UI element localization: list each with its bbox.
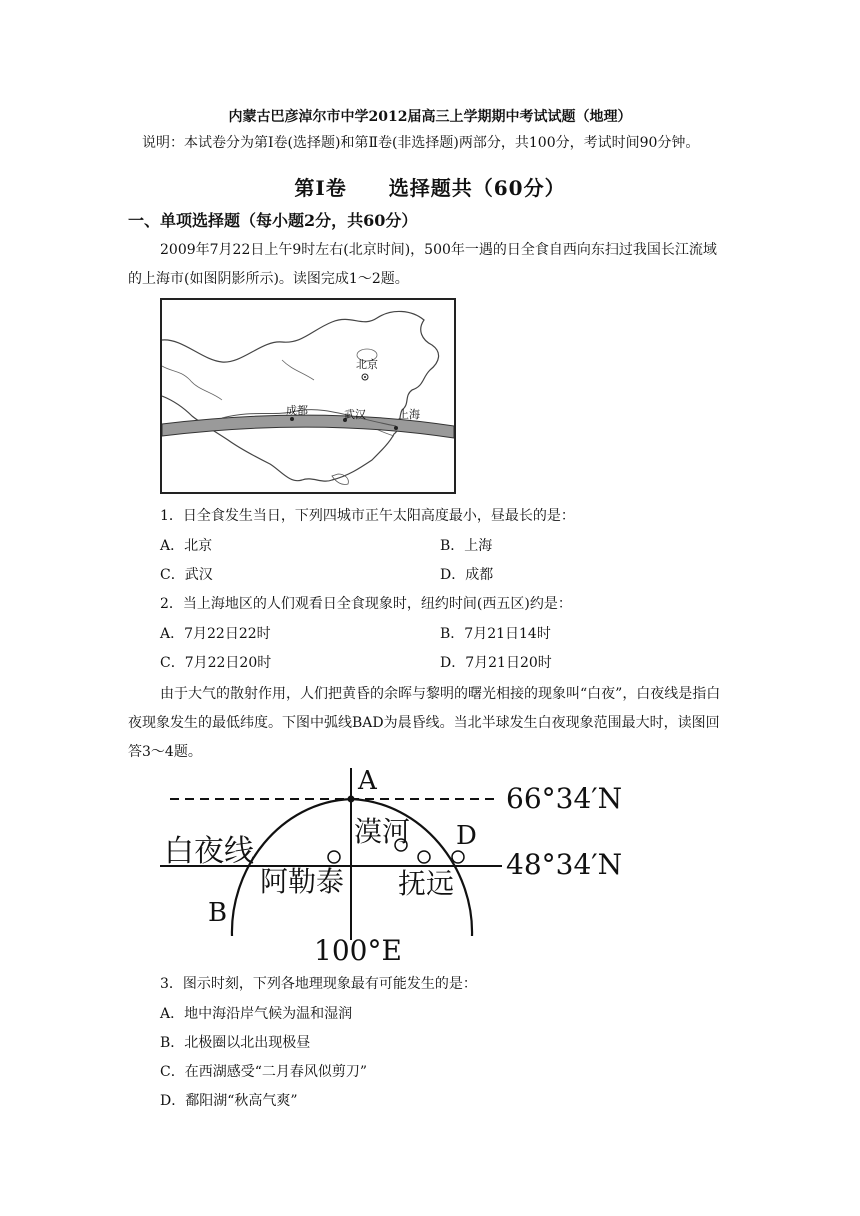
exam-title: 内蒙古巴彦淖尔市中学2012届高三上学期期中考试试题（地理）: [228, 109, 632, 125]
question-3-stem: 3．图示时刻，下列各地理现象最有可能发生的是：: [160, 976, 477, 992]
diagram-label-d: D: [456, 821, 477, 851]
china-map-illustration: [162, 300, 454, 492]
white-night-line-label: 白夜线: [164, 834, 254, 869]
question-3-option-a[interactable]: A．地中海沿岸气候为温和湿润: [160, 1006, 353, 1022]
passage-one: 2009年7月22日上午9时左右(北京时间)，500年一遇的日全食自西向东扫过我国长江流域的上海市(如图阴影所示)。读图完成1～2题。: [128, 242, 717, 287]
place-label-fuyuan: 抚远: [398, 867, 455, 900]
question-2-stem: 2．当上海地区的人们观看日全食现象时，纽约时间(西五区)约是：: [160, 596, 572, 612]
question-3-option-d[interactable]: D．鄱阳湖“秋高气爽”: [160, 1093, 298, 1109]
map-label-wuhan: 武汉: [344, 408, 366, 421]
map-label-chengdu: 成都: [286, 404, 308, 417]
question-3-option-c[interactable]: C．在西湖感受“二月春风似剪刀”: [160, 1064, 368, 1080]
section-title: 一、单项选择题（每小题2分，共60分）: [128, 211, 418, 230]
map-label-shanghai: 上海: [398, 408, 420, 421]
part-one-title: 第Ⅰ卷 选择题共（60分）: [294, 176, 566, 200]
question-2-option-d[interactable]: D．7月21日20时: [440, 655, 552, 671]
latitude-label-48: 48°34′N: [506, 848, 623, 881]
eclipse-map-figure: [160, 298, 456, 494]
question-1-option-d[interactable]: D．成都: [440, 567, 494, 583]
exam-instructions: 说明：本试卷分为第Ⅰ卷(选择题)和第Ⅱ卷(非选择题)两部分，共100分，考试时间90分钟。: [142, 135, 700, 151]
map-label-beijing: 北京: [356, 358, 378, 371]
passage-two: 由于大气的散射作用，人们把黄昏的余晖与黎明的曙光相接的现象叫“白夜”，白夜线是指白夜现象发生的最低纬度。下图中弧线BAD为晨昏线。当北半球发生白夜现象范围最大时，读图回答3～4题。: [128, 686, 721, 760]
question-2-option-b[interactable]: B．7月21日14时: [440, 626, 551, 642]
question-2-option-a[interactable]: A．7月22日22时: [160, 626, 271, 642]
question-1-option-a[interactable]: A．北京: [160, 538, 213, 554]
latitude-label-66: 66°34′N: [506, 782, 623, 815]
diagram-label-a: A: [358, 766, 377, 796]
diagram-label-b: B: [208, 898, 228, 928]
question-3-option-b[interactable]: B．北极圈以北出现极昼: [160, 1035, 311, 1051]
place-label-aletai: 阿勒泰: [260, 865, 345, 898]
question-2-option-c[interactable]: C．7月22日20时: [160, 655, 272, 671]
question-1-option-c[interactable]: C．武汉: [160, 567, 213, 583]
place-label-mohe: 漠河: [354, 815, 411, 848]
longitude-label-100: 100°E: [314, 934, 402, 967]
question-1-option-b[interactable]: B．上海: [440, 538, 493, 554]
question-1-stem: 1．日全食发生当日，下列四城市正午太阳高度最小，昼最长的是：: [160, 508, 575, 524]
